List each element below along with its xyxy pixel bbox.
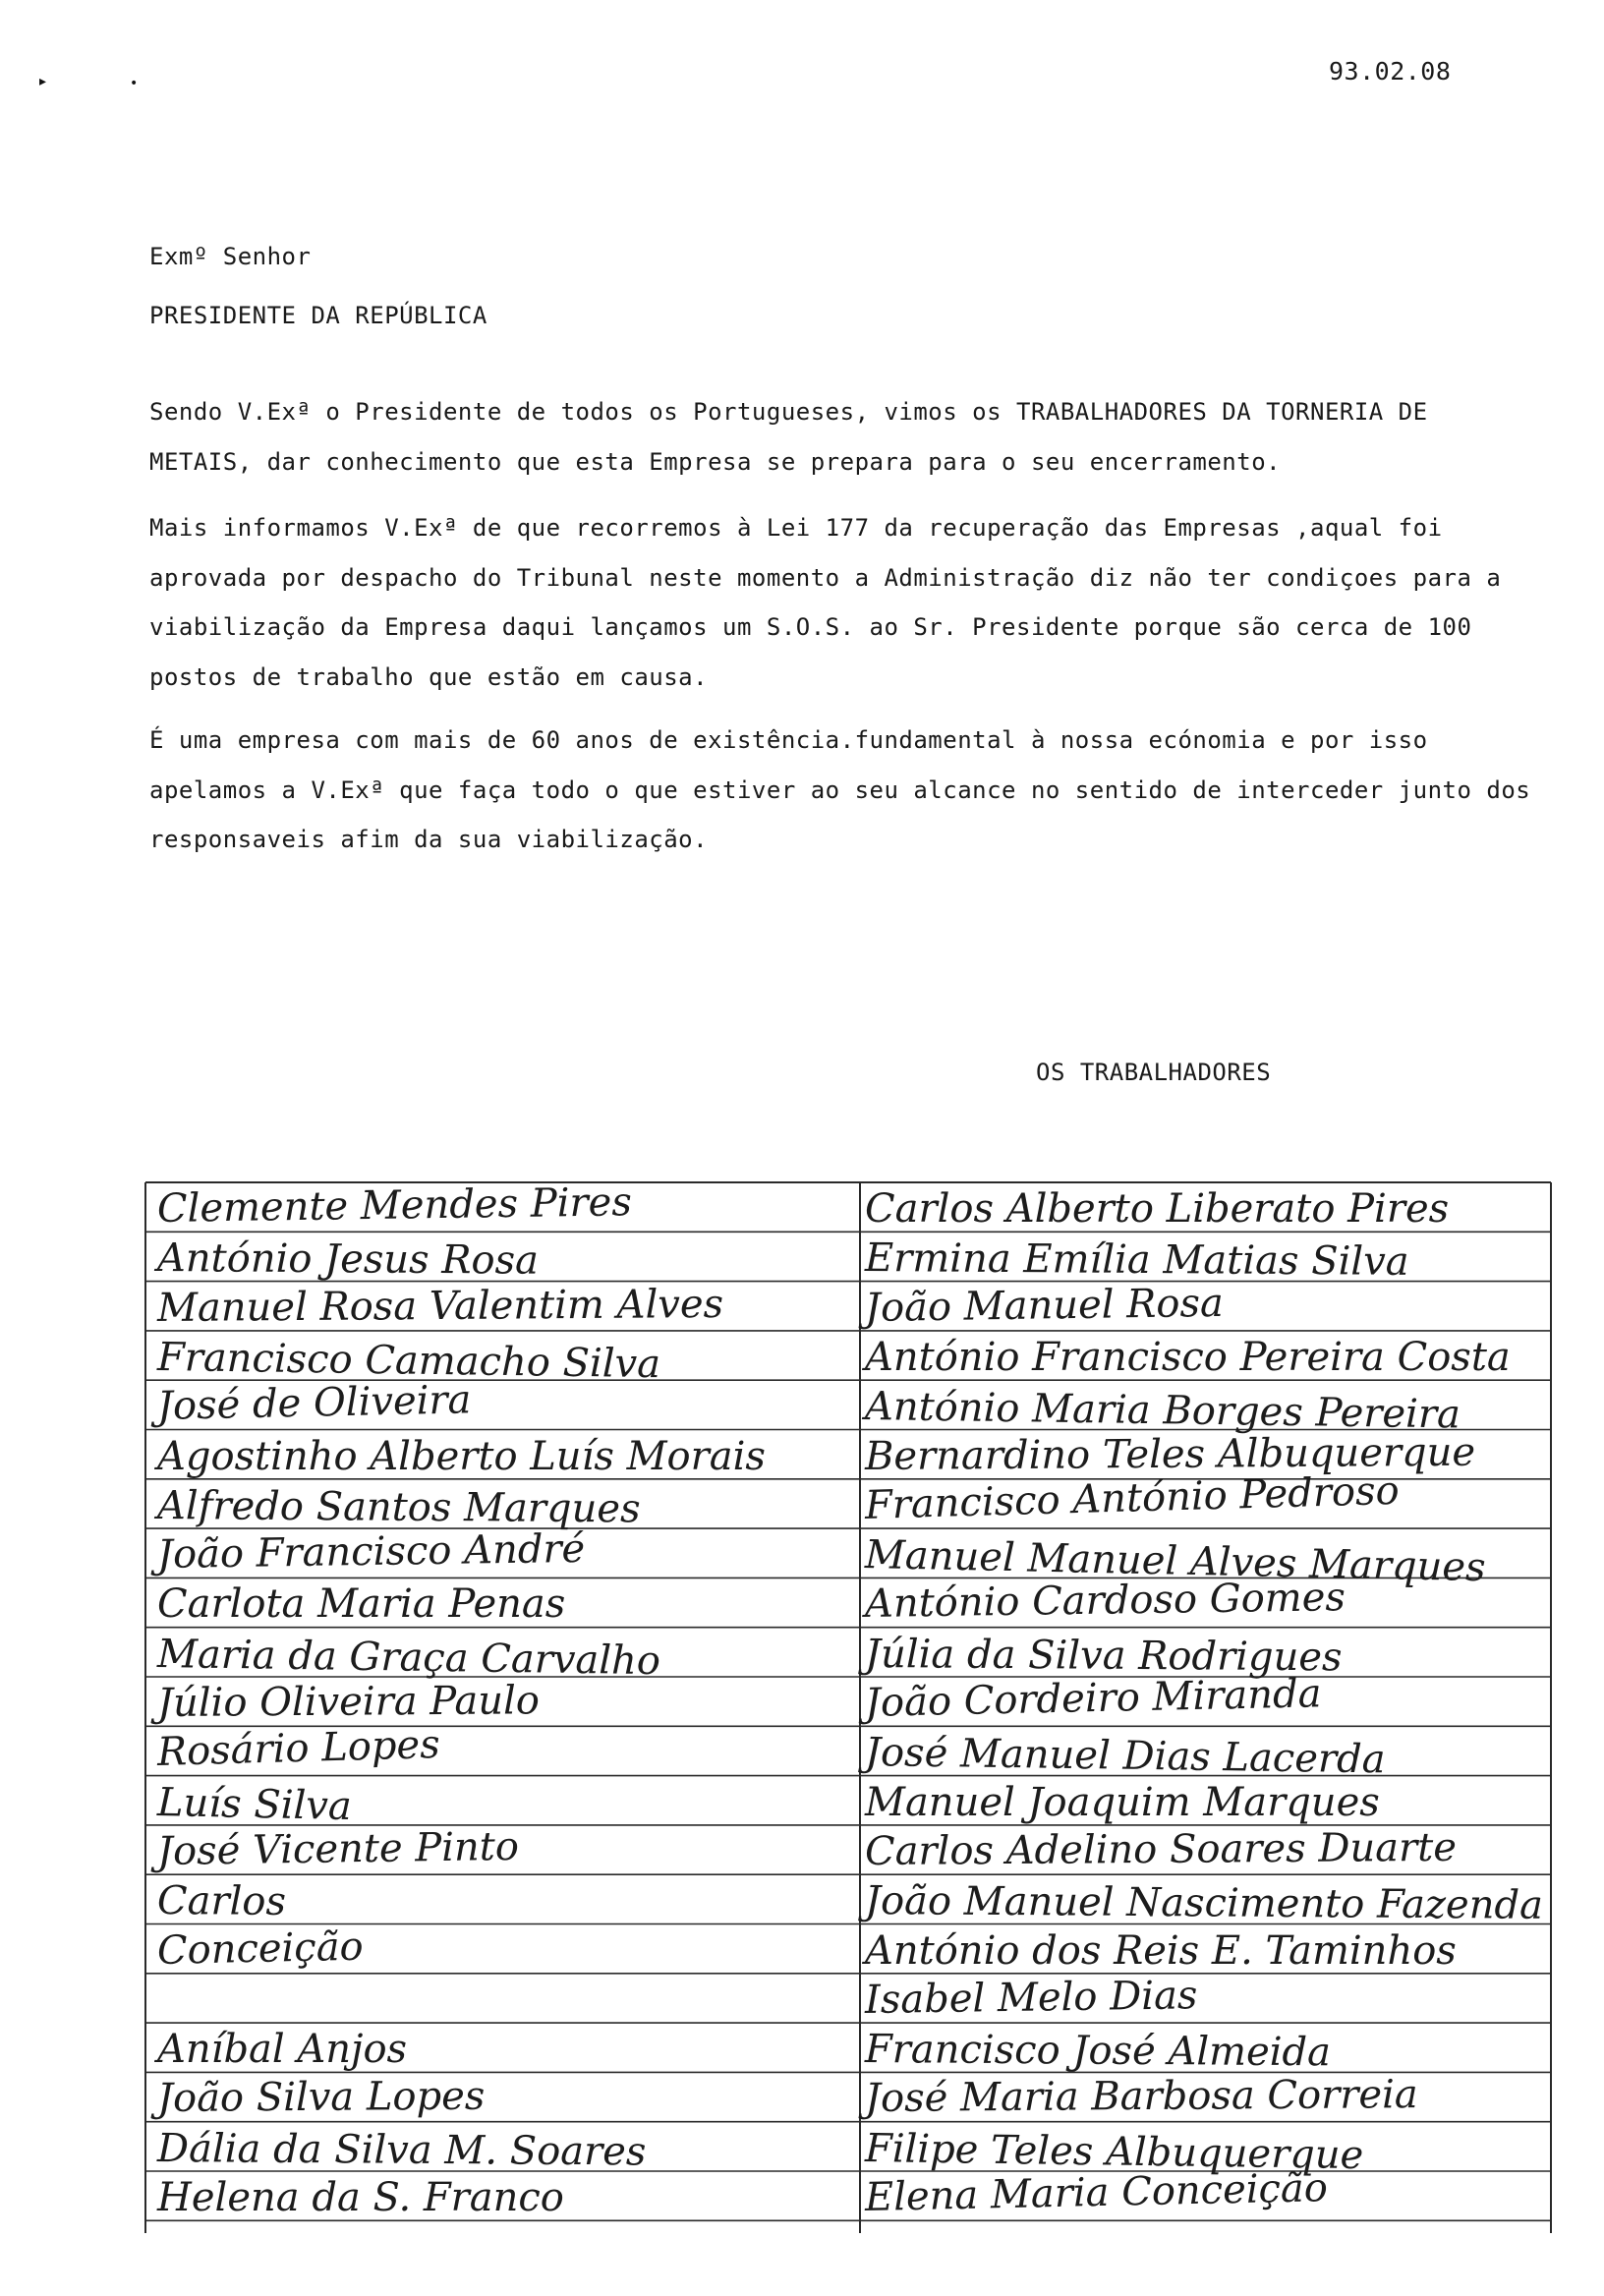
signature: Clemente Mendes Pires: [156, 1179, 633, 1232]
signature: Isabel Melo Dias: [864, 1973, 1198, 2023]
signature: António dos Reis E. Taminhos: [865, 1927, 1457, 1974]
signature: José Manuel Dias Lacerda: [864, 1730, 1386, 1783]
signature: Manuel Rosa Valentim Alves: [156, 1281, 724, 1331]
signature: João Manuel Nascimento Fazenda: [864, 1878, 1544, 1929]
signature: Júlio Oliveira Paulo: [156, 1678, 541, 1726]
signature: António Jesus Rosa: [156, 1235, 540, 1285]
signature: Alfredo Santos Marques: [156, 1482, 641, 1532]
signature: João Silva Lopes: [156, 2074, 486, 2122]
signature: Júlia da Silva Rodrigues: [864, 1631, 1343, 1681]
signature: Rosário Lopes: [156, 1722, 441, 1776]
signature: Aníbal Anjos: [157, 2027, 408, 2073]
signature: Francisco José Almeida: [864, 2027, 1332, 2076]
signature: Filipe Teles Albuquerque: [864, 2125, 1364, 2178]
signature: Agostinho Alberto Luís Morais: [157, 1433, 766, 1479]
signature: Francisco António Pedroso: [864, 1467, 1401, 1528]
signature: Manuel Joaquim Marques: [865, 1779, 1380, 1825]
signature: Maria da Graça Carvalho: [156, 1631, 661, 1684]
signature: Carlos: [156, 1878, 287, 1925]
signature: António Francisco Pereira Costa: [865, 1334, 1511, 1380]
body-paragraph-3: É uma empresa com mais de 60 anos de existência.fundamental à nossa ecónomia e por isso apelamos a V.Exª que faça todo o que estiver ao seu alcance no sentido de interceder junto dos responsaveis afim da sua viabilização.: [149, 726, 1531, 853]
scan-mark: •: [130, 76, 139, 91]
signature: João Cordeiro Miranda: [864, 1671, 1322, 1726]
signature: Carlos Alberto Liberato Pires: [865, 1186, 1450, 1232]
closing-signoff: OS TRABALHADORES: [1036, 1059, 1272, 1086]
signature: João Francisco André: [156, 1526, 586, 1578]
signature: Conceição: [156, 1923, 365, 1974]
signature: Manuel Manuel Alves Marques: [864, 1532, 1487, 1591]
document-date: 93.02.08: [1329, 57, 1452, 86]
signature: Carlota Maria Penas: [157, 1581, 566, 1628]
signature: António Maria Borges Pereira: [864, 1384, 1461, 1438]
greeting: Exmº Senhor: [149, 243, 312, 270]
signature: Bernardino Teles Albuquerque: [864, 1429, 1476, 1479]
signature: José de Oliveira: [156, 1377, 472, 1430]
signature: Dália da Silva M. Soares: [156, 2125, 647, 2175]
signature: José Maria Barbosa Correia: [864, 2072, 1418, 2122]
recipient: PRESIDENTE DA REPÚBLICA: [149, 302, 487, 329]
signature: Francisco Camacho Silva: [156, 1334, 661, 1388]
signature: João Manuel Rosa: [864, 1280, 1225, 1331]
signature: Helena da S. Franco: [157, 2175, 564, 2220]
signature: José Vicente Pinto: [156, 1823, 520, 1874]
body-paragraph-2: Mais informamos V.Exª de que recorremos à Lei 177 da recuperação das Empresas ,aqual foi aprovada por despacho do Tribunal neste momento a Administração diz não ter condiçoes para a viabilização da Empresa daqui lançamos um S.O.S. ao Sr. Presidente porque são cerca de 100 postos de trabalho que estão em causa.: [149, 514, 1502, 691]
body-paragraph-1: Sendo V.Exª o Presidente de todos os Portugueses, vimos os TRABALHADORES DA TORNERIA DE METAIS, dar conhecimento que esta Empresa se prepara para o seu encerramento.: [149, 398, 1428, 476]
scan-mark: ▸: [39, 74, 47, 89]
signature: Luís Silva: [156, 1779, 353, 1829]
signature: Elena Maria Conceição: [864, 2165, 1329, 2220]
signature: António Cardoso Gomes: [864, 1575, 1346, 1628]
signature: Ermina Emília Matias Silva: [864, 1235, 1409, 1286]
signature: Carlos Adelino Soares Duarte: [864, 1824, 1458, 1874]
